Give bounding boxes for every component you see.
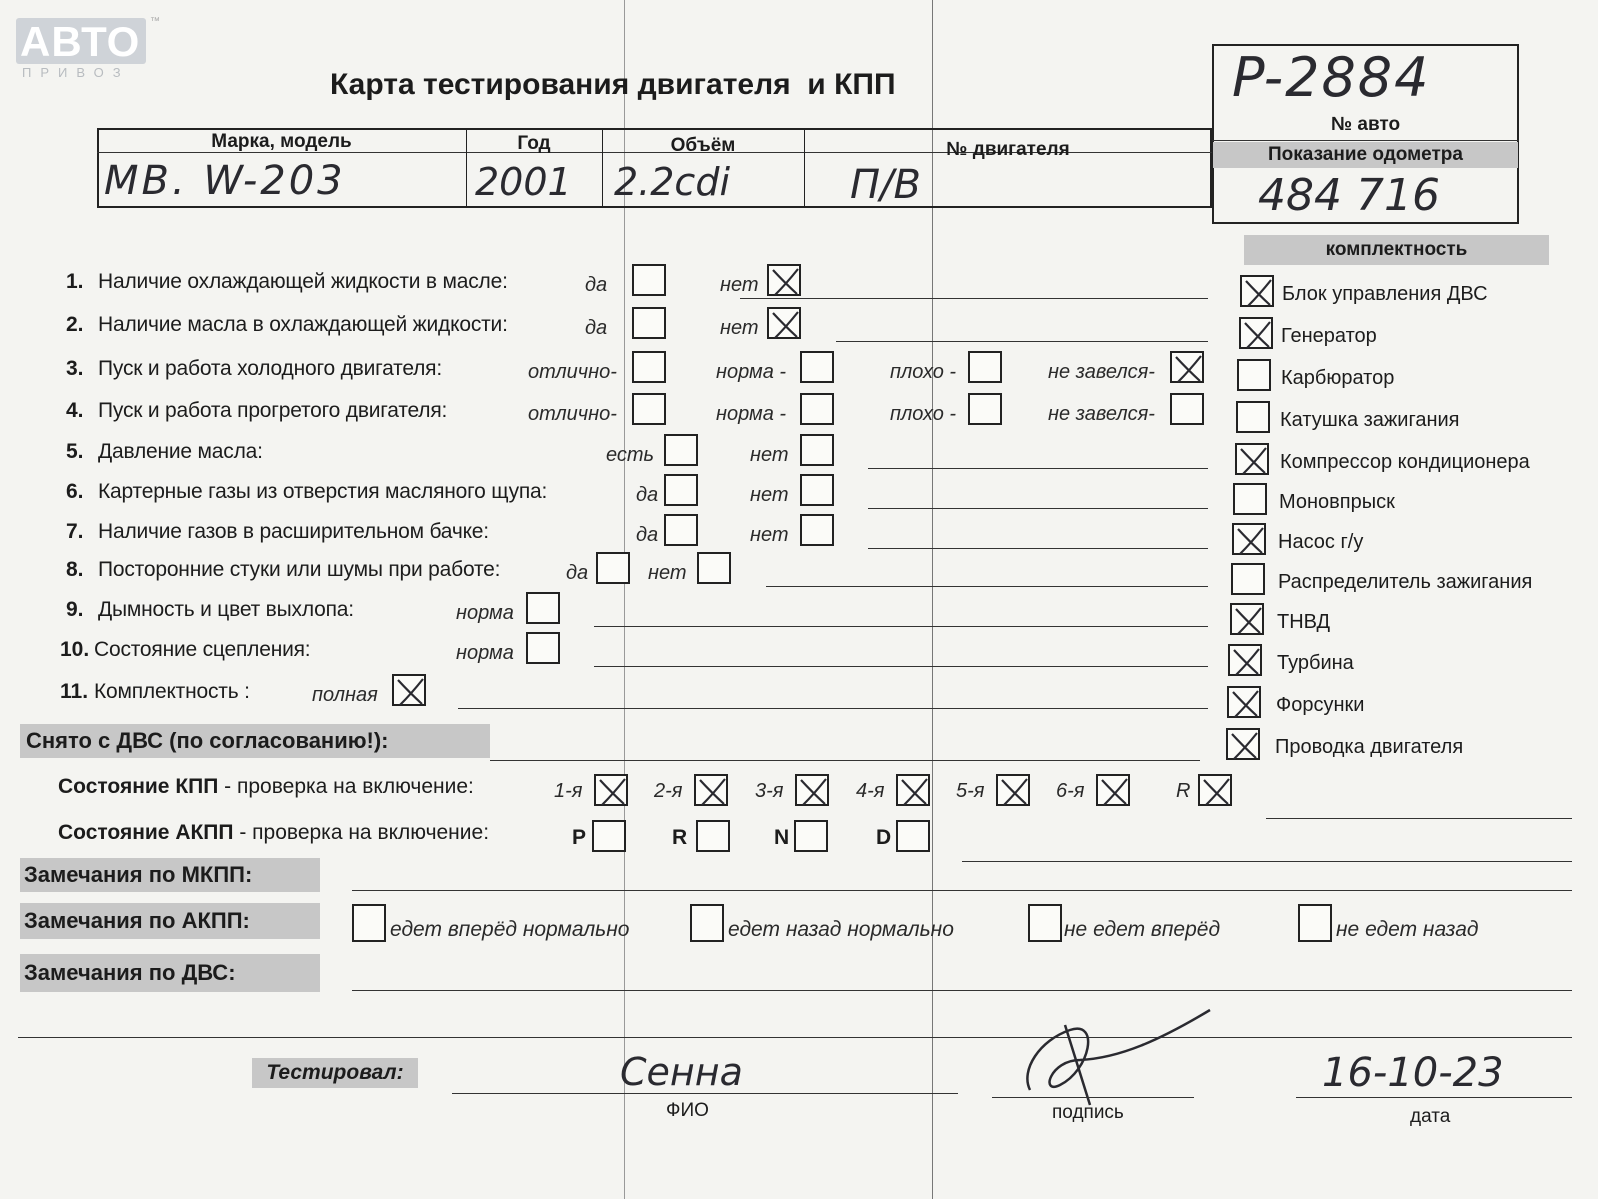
completeness-item-label: ТНВД — [1277, 611, 1331, 633]
kpp-gear-label: R — [1176, 780, 1191, 802]
option-label: да — [585, 317, 608, 339]
kpp-label — [58, 775, 474, 799]
option-checkbox[interactable] — [800, 434, 834, 466]
completeness-checkbox[interactable] — [1237, 359, 1271, 391]
completeness-item-label: Форсунки — [1276, 694, 1365, 716]
volume-value: 2.2cdi — [614, 160, 731, 204]
completeness-item-label: Турбина — [1277, 652, 1354, 674]
kpp-gear-checkbox[interactable] — [1198, 774, 1232, 806]
akpp-option-label: не едет назад — [1336, 918, 1479, 941]
logo — [16, 16, 160, 80]
model-value: MB. W-203 — [104, 158, 346, 204]
option-label: норма — [456, 602, 514, 624]
kpp-gear-checkbox[interactable] — [1096, 774, 1130, 806]
option-checkbox[interactable] — [1170, 393, 1204, 425]
option-checkbox[interactable] — [632, 351, 666, 383]
engine-no-value: П/В — [850, 162, 921, 208]
akpp-gear-label: P — [572, 826, 587, 849]
col-header-year: Год — [517, 133, 551, 154]
option-checkbox[interactable] — [664, 434, 698, 466]
question-text: Наличие газов в расширительном бачке: — [98, 520, 489, 543]
option-checkbox[interactable] — [800, 351, 834, 383]
remarks-akpp-label: Замечания по АКПП: — [20, 903, 320, 939]
akpp-gear-checkbox[interactable] — [896, 820, 930, 852]
question-text: Наличие масла в охлаждающей жидкости: — [98, 313, 508, 336]
date-value: 16-10-23 — [1322, 1050, 1504, 1096]
question-number: 3. — [66, 357, 84, 380]
akpp-gear-label: R — [672, 826, 688, 849]
question-number: 7. — [66, 520, 84, 543]
question-number: 10. — [60, 638, 90, 661]
option-label: да — [566, 562, 589, 584]
completeness-item-label: Генератор — [1281, 325, 1377, 347]
option-checkbox[interactable] — [800, 514, 834, 546]
completeness-checkbox[interactable] — [1231, 563, 1265, 595]
option-checkbox[interactable] — [767, 307, 801, 339]
question-number: 1. — [66, 270, 84, 293]
col-header-engine-no: № двигателя — [946, 139, 1070, 160]
completeness-item-label: Моновпрыск — [1279, 491, 1395, 513]
option-label: плохо - — [890, 403, 957, 425]
odometer-label: Показание одометра — [1213, 142, 1518, 168]
page-title: Карта тестирования двигателя и КПП — [330, 68, 896, 101]
kpp-gear-checkbox[interactable] — [896, 774, 930, 806]
option-label: есть — [606, 444, 655, 466]
akpp-label-bold: Состояние АКПП — [58, 821, 234, 844]
question-number: 5. — [66, 440, 84, 463]
akpp-gear-checkbox[interactable] — [592, 820, 626, 852]
option-checkbox[interactable] — [800, 393, 834, 425]
option-label: нет — [648, 562, 687, 584]
logo-text: АВТО — [20, 18, 141, 65]
option-checkbox[interactable] — [632, 264, 666, 296]
option-checkbox[interactable] — [632, 307, 666, 339]
completeness-item-label: Компрессор кондиционера — [1280, 451, 1530, 473]
option-checkbox[interactable] — [664, 474, 698, 506]
option-label: да — [636, 484, 659, 506]
question-text: Пуск и работа прогретого двигателя: — [98, 399, 448, 422]
answer-line — [594, 626, 1208, 627]
completeness-item-label: Распределитель зажигания — [1278, 571, 1533, 593]
akpp-option-label: не едет вперёд — [1064, 918, 1221, 941]
option-label: не завелся- — [1048, 403, 1155, 425]
completeness-checkbox[interactable] — [1235, 443, 1269, 475]
option-checkbox[interactable] — [632, 393, 666, 425]
logo-tm: ™ — [150, 16, 160, 27]
kpp-gear-label: 1-я — [554, 780, 583, 802]
option-checkbox[interactable] — [968, 393, 1002, 425]
col-header-volume: Объём — [670, 135, 736, 156]
answer-line — [458, 708, 1208, 709]
option-checkbox[interactable] — [526, 632, 560, 664]
answer-line — [868, 508, 1208, 509]
option-label: нет — [750, 484, 789, 506]
completeness-checkbox[interactable] — [1226, 728, 1260, 760]
option-label: плохо - — [890, 361, 957, 383]
completeness-item-label: Карбюратор — [1281, 367, 1395, 389]
remarks-mkpp-label: Замечания по МКПП: — [20, 858, 320, 892]
answer-line — [740, 298, 1208, 299]
option-checkbox[interactable] — [697, 552, 731, 584]
answer-line — [868, 548, 1208, 549]
remarks-dvs-label: Замечания по ДВС: — [20, 954, 320, 992]
completeness-checkbox[interactable] — [1233, 483, 1267, 515]
option-checkbox[interactable] — [968, 351, 1002, 383]
completeness-checkbox[interactable] — [1239, 317, 1273, 349]
question-text: Состояние сцепления: — [94, 638, 311, 661]
akpp-label-rest: - проверка на включение: — [233, 821, 490, 844]
question-text: Наличие охлаждающей жидкости в масле: — [98, 270, 508, 293]
akpp-gear-checkbox[interactable] — [794, 820, 828, 852]
auto-number-value: P-2884 — [1232, 46, 1431, 109]
answer-line — [836, 341, 1208, 342]
completeness-item-label: Блок управления ДВС — [1282, 283, 1488, 305]
kpp-gear-label: 5-я — [956, 780, 985, 802]
kpp-gear-label: 2-я — [654, 780, 683, 802]
kpp-gear-label: 4-я — [856, 780, 885, 802]
col-header-model: Марка, модель — [211, 131, 352, 152]
answer-line — [766, 586, 1208, 587]
signature-label: подпись — [1052, 1102, 1124, 1123]
fio-label: ФИО — [666, 1100, 709, 1121]
akpp-label — [58, 821, 489, 845]
option-checkbox[interactable] — [392, 674, 426, 706]
option-checkbox[interactable] — [1170, 351, 1204, 383]
option-label: да — [585, 274, 608, 296]
kpp-gear-checkbox[interactable] — [694, 774, 728, 806]
option-checkbox[interactable] — [596, 552, 630, 584]
answer-line — [594, 666, 1208, 667]
akpp-option-label: едет назад нормально — [728, 918, 954, 941]
completeness-item-label: Насос г/у — [1278, 531, 1364, 553]
option-label: отлично- — [528, 361, 617, 383]
year-value: 2001 — [475, 160, 572, 204]
option-label: нет — [750, 524, 789, 546]
akpp-option-label: едет вперёд нормально — [390, 918, 630, 941]
tester-name: Сенна — [620, 1050, 743, 1094]
completeness-item-label: Проводка двигателя — [1275, 736, 1464, 758]
question-number: 8. — [66, 558, 84, 581]
akpp-option-checkbox[interactable] — [690, 904, 724, 942]
akpp-option-checkbox[interactable] — [352, 904, 386, 942]
akpp-gear-label: D — [876, 826, 892, 849]
option-label: норма - — [716, 361, 787, 383]
option-checkbox[interactable] — [664, 514, 698, 546]
question-text: Картерные газы из отверстия масляного щупа: — [98, 480, 548, 503]
akpp-gear-label: N — [774, 826, 790, 849]
kpp-gear-checkbox[interactable] — [594, 774, 628, 806]
logo-subtext: ПРИВОЗ — [22, 65, 130, 80]
kpp-gear-label: 6-я — [1056, 780, 1085, 802]
option-checkbox[interactable] — [767, 264, 801, 296]
option-label: полная — [312, 684, 378, 706]
odometer-value: 484 716 — [1258, 170, 1440, 221]
option-checkbox[interactable] — [526, 592, 560, 624]
kpp-label-bold: Состояние КПП — [58, 775, 219, 798]
date-label: дата — [1410, 1106, 1451, 1127]
completeness-checkbox[interactable] — [1227, 686, 1261, 718]
auto-number-label: № авто — [1330, 114, 1401, 135]
removed-label: Снято с ДВС (по согласованию!): — [20, 724, 490, 758]
completeness-checkbox[interactable] — [1240, 275, 1274, 307]
question-text: Комплектность : — [94, 680, 250, 703]
completeness-checkbox[interactable] — [1232, 523, 1266, 555]
option-label: нет — [750, 444, 789, 466]
signature — [1010, 1000, 1240, 1110]
question-number: 6. — [66, 480, 84, 503]
tested-label: Тестировал: — [252, 1058, 418, 1088]
kpp-gear-checkbox[interactable] — [996, 774, 1030, 806]
kpp-gear-label: 3-я — [755, 780, 784, 802]
option-label: норма - — [716, 403, 787, 425]
question-text: Посторонние стуки или шумы при работе: — [98, 558, 501, 581]
completeness-title: комплектность — [1244, 235, 1549, 265]
question-text: Дымность и цвет выхлопа: — [98, 598, 354, 621]
akpp-option-checkbox[interactable] — [1028, 904, 1062, 942]
question-number: 11. — [60, 680, 89, 703]
option-label: да — [636, 524, 659, 546]
kpp-gear-checkbox[interactable] — [795, 774, 829, 806]
completeness-checkbox[interactable] — [1230, 603, 1264, 635]
question-text: Давление масла: — [98, 440, 263, 463]
option-label: не завелся- — [1048, 361, 1155, 383]
question-number: 2. — [66, 313, 84, 336]
question-text: Пуск и работа холодного двигателя: — [98, 357, 442, 380]
option-label: нет — [720, 317, 759, 339]
answer-line — [868, 468, 1208, 469]
question-number: 9. — [66, 598, 84, 621]
kpp-label-rest: - проверка на включение: — [218, 775, 474, 798]
akpp-gear-checkbox[interactable] — [696, 820, 730, 852]
completeness-checkbox[interactable] — [1236, 401, 1270, 433]
option-label: отлично- — [528, 403, 617, 425]
option-label: норма — [456, 642, 514, 664]
completeness-item-label: Катушка зажигания — [1280, 409, 1460, 431]
completeness-checkbox[interactable] — [1228, 644, 1262, 676]
option-checkbox[interactable] — [800, 474, 834, 506]
question-number: 4. — [66, 399, 84, 422]
akpp-option-checkbox[interactable] — [1298, 904, 1332, 942]
option-label: нет — [720, 274, 759, 296]
